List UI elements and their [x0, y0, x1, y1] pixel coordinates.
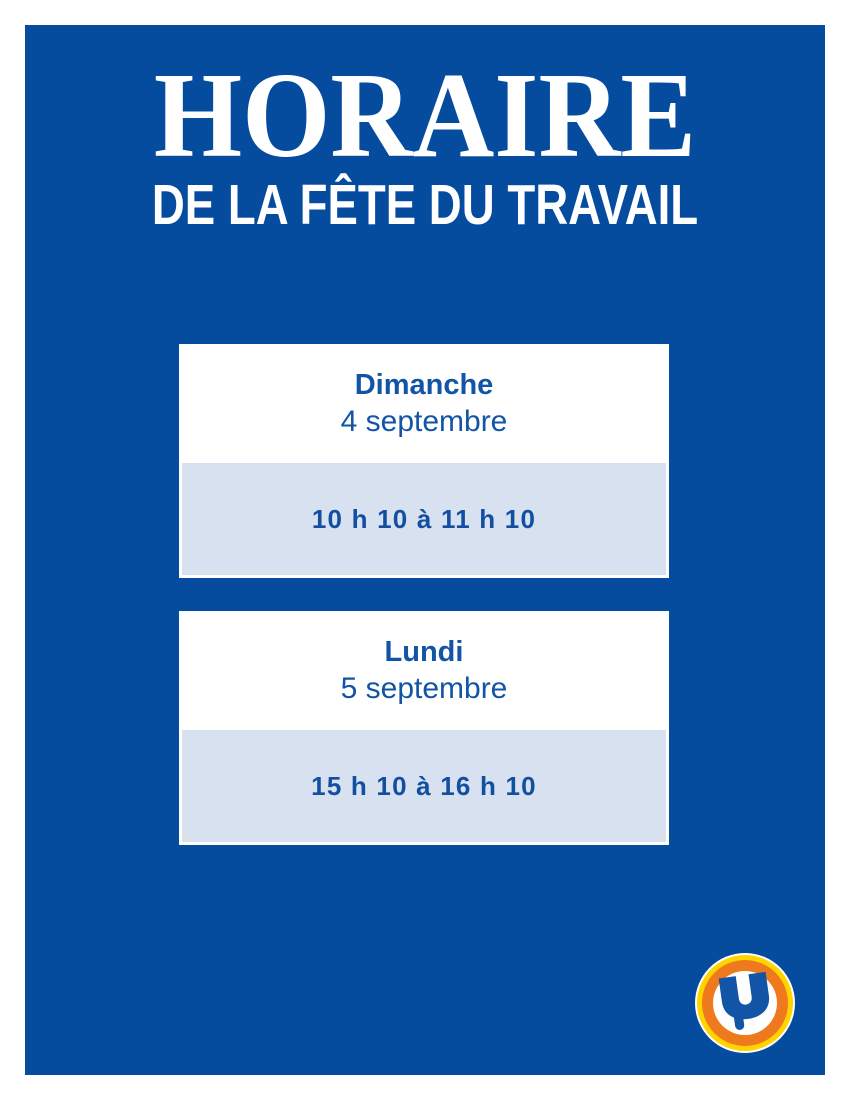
- date-label: 4 septembre: [340, 404, 508, 438]
- logo-orange-ring: [702, 960, 788, 1046]
- schedule-card-sunday-hours-band: [182, 463, 666, 575]
- schedule-card-sunday: [179, 344, 669, 578]
- schedule-card-monday-hours-band: [182, 730, 666, 842]
- day-label: Lundi: [384, 635, 464, 668]
- day-label: Dimanche: [354, 368, 494, 401]
- poster-subtitle: DE LA FÊTE DU TRAVAIL: [151, 173, 699, 237]
- u-letter-icon: [715, 970, 776, 1033]
- logo-yellow-ring: [697, 955, 793, 1051]
- logo-inner-disc: [713, 971, 777, 1035]
- schedule-card-sunday-header: [182, 344, 666, 463]
- poster-background: [25, 25, 825, 1075]
- schedule-card-monday-header: [182, 611, 666, 730]
- poster-title: HORAIRE: [153, 48, 697, 183]
- hours-label: 15 h 10 à 16 h 10: [311, 771, 537, 801]
- hours-label: 10 h 10 à 11 h 10: [311, 504, 537, 534]
- schedule-card-monday: [179, 611, 669, 845]
- brand-logo: [695, 953, 795, 1053]
- date-label: 5 septembre: [340, 671, 508, 705]
